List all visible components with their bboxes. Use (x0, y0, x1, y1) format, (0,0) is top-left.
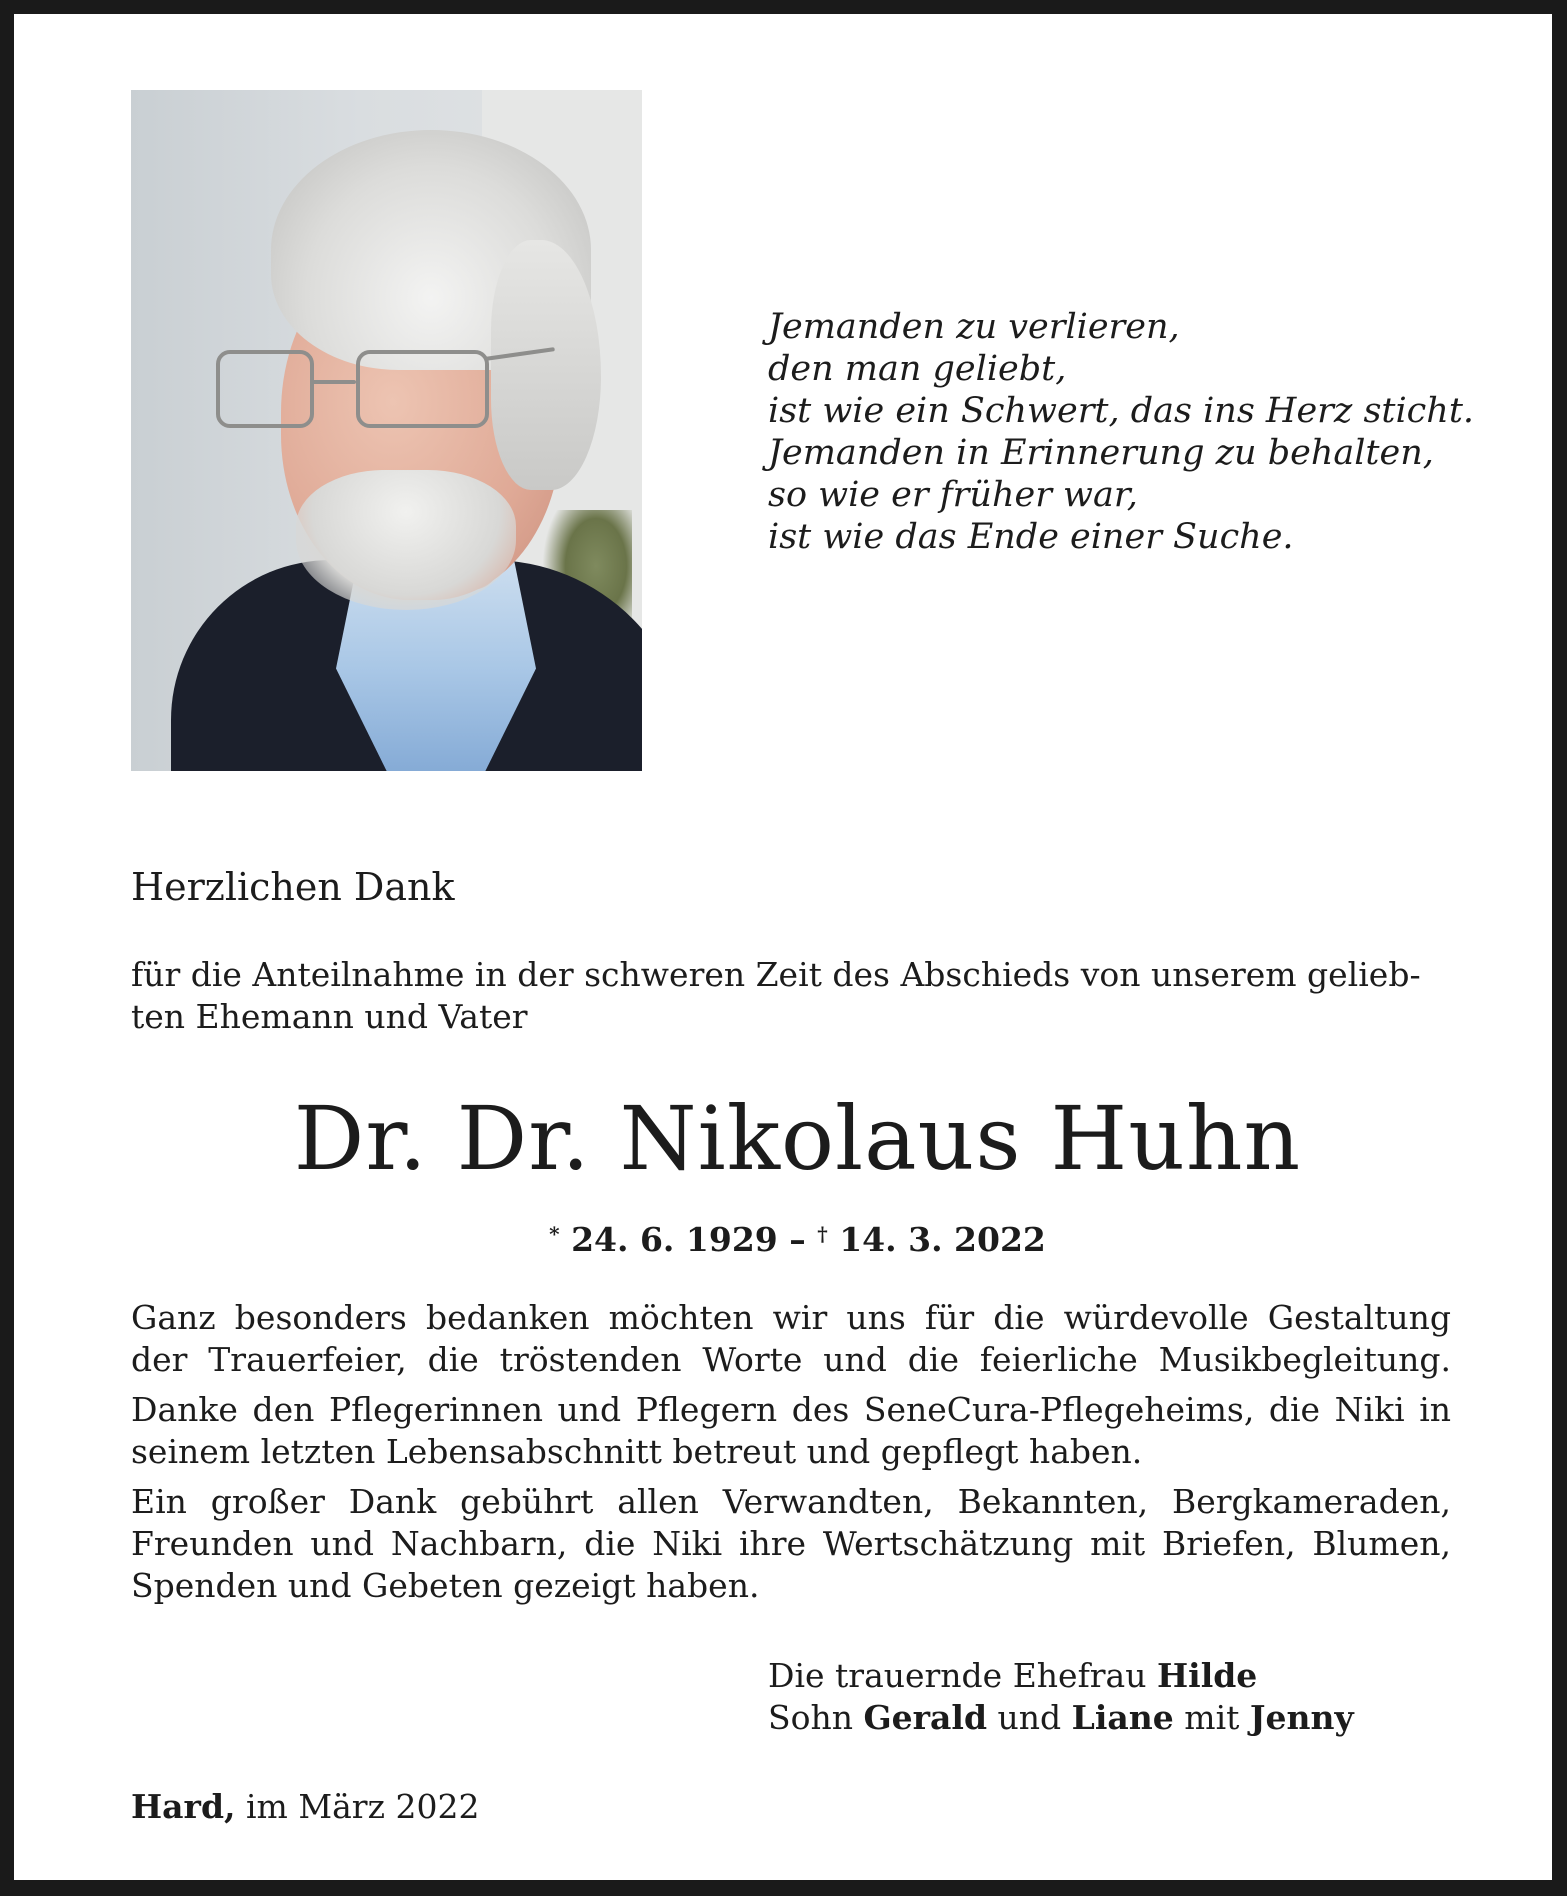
grandchild-name: Jenny (1249, 1698, 1354, 1737)
signature-text: mit (1173, 1698, 1250, 1737)
place-month: im März 2022 (235, 1787, 480, 1826)
intro-line: ten Ehemann und Vater (131, 997, 528, 1036)
portrait-photo (131, 90, 642, 771)
paragraph-friends (131, 1481, 1451, 1607)
thanks-body (131, 1297, 1451, 1615)
intro-line: für die Anteilnahme in der schweren Zeit des Abschieds von unserem gelieb- (131, 955, 1421, 994)
birth-date: 24. 6. 1929 (571, 1220, 778, 1259)
poem (768, 306, 1474, 558)
son-name: Gerald (863, 1698, 988, 1737)
paragraph-line: Ein großer Dank gebührt allen Verwandten, Bekannten, Bergkameraden, (131, 1482, 1451, 1521)
signature-text: Sohn (768, 1698, 864, 1737)
paragraph-ceremony (131, 1297, 1451, 1381)
death-date: 14. 3. 2022 (839, 1220, 1046, 1259)
partner-name: Liane (1071, 1698, 1174, 1737)
poem-line: den man geliebt, (768, 349, 1067, 389)
paragraph-line: Ganz besonders bedanken möchten wir uns für die würdevolle Gestaltung (131, 1298, 1451, 1337)
poem-line: ist wie das Ende einer Suche. (768, 517, 1294, 557)
death-symbol: † (817, 1222, 828, 1246)
signature (768, 1655, 1354, 1739)
paragraph-line: der Trauerfeier, die tröstenden Worte und die feierliche Musikbegleitung. (131, 1340, 1451, 1379)
paragraph-line: Danke den Pflegerinnen und Pflegern des SeneCura-Pflegeheims, die Niki in (131, 1390, 1451, 1429)
obituary-card (14, 14, 1552, 1880)
birth-symbol: * (549, 1222, 560, 1246)
place-town: Hard, (131, 1787, 236, 1826)
paragraph-line: seinem letzten Lebensabschnitt betreut und gepflegt haben. (131, 1432, 1143, 1471)
wife-name: Hilde (1156, 1656, 1258, 1695)
place-date (131, 1786, 479, 1828)
paragraph-line: Spenden und Gebeten gezeigt haben. (131, 1566, 760, 1605)
poem-line: Jemanden zu verlieren, (768, 307, 1180, 347)
signature-text: Die trauernde Ehefrau (768, 1656, 1157, 1695)
poem-line: Jemanden in Erinnerung zu behalten, (768, 433, 1434, 473)
paragraph-line: Freunden und Nachbarn, die Niki ihre Wertschätzung mit Briefen, Blumen, (131, 1524, 1451, 1563)
intro-text (131, 954, 1451, 1038)
date-separator: – (777, 1220, 818, 1259)
signature-line-family (768, 1697, 1354, 1739)
poem-line: so wie er früher war, (768, 475, 1138, 515)
life-dates (14, 1214, 1552, 1260)
poem-line: ist wie ein Schwert, das ins Herz sticht. (768, 391, 1475, 431)
signature-text: und (987, 1698, 1072, 1737)
paragraph-care (131, 1389, 1451, 1473)
signature-line-wife (768, 1655, 1354, 1697)
deceased-name: Dr. Dr. Nikolaus Huhn (293, 1087, 1302, 1190)
thanks-heading: Herzlichen Dank (131, 865, 455, 909)
